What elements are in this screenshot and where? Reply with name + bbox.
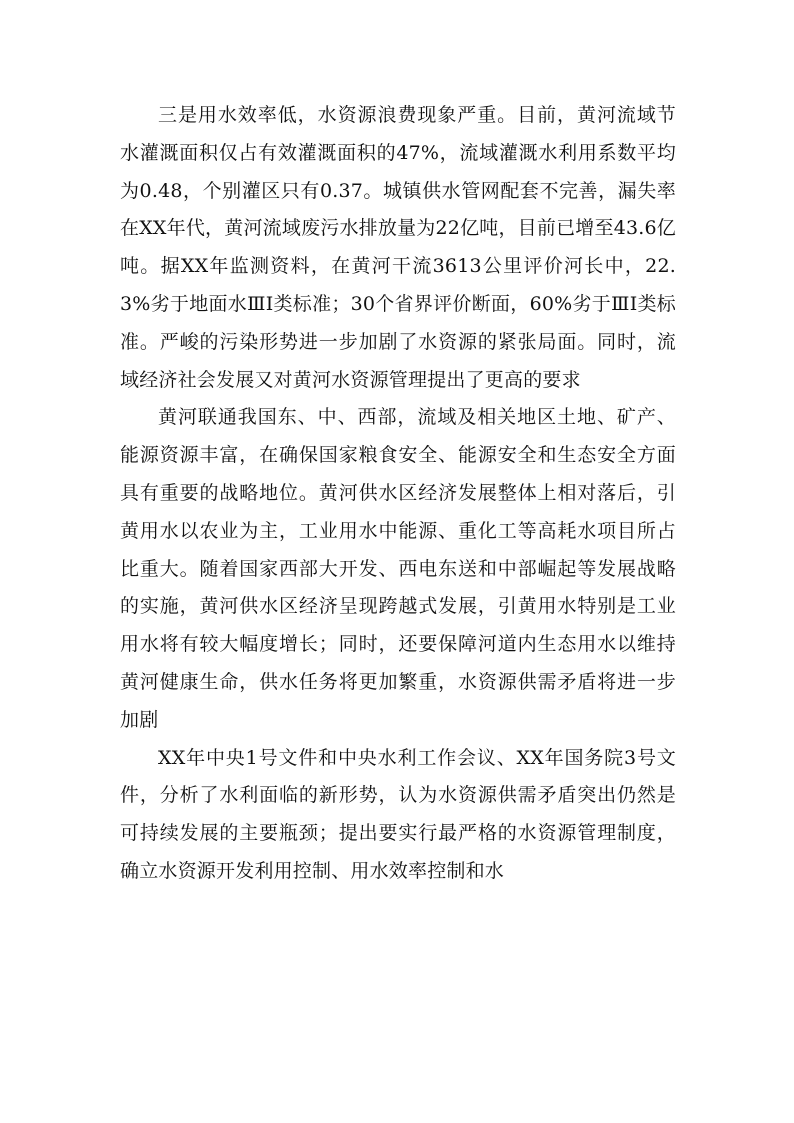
paragraph-water-efficiency: 三是用水效率低，水资源浪费现象严重。目前，黄河流域节水灌溉面积仅占有效灌溉面积的47%，流域灌溉水利用系数平均为0.48，个别灌区只有0.37。城镇供水管网配套不完善，漏失率在XX年代，黄河流域废污水排放量为22亿吨，目前已增至43.6亿吨。据XX年监测资料，在黄河干流3613公里评价河长中，22.3%劣于地面水ⅢI类标准；30个省界评价断面，60%劣于ⅢI类标准。严峻的污染形势进一步加剧了水资源的紧张局面。同时，流域经济社会发展又对黄河水资源管理提出了更高的要求	[120, 104, 676, 391]
document-body	[120, 97, 676, 891]
paragraph-policy-documents: XX年中央1号文件和中央水利工作会议、XX年国务院3号文件，分析了水利面临的新形势，认为水资源供需矛盾突出仍然是可持续发展的主要瓶颈；提出要实行最严格的水资源管理制度，确立水资源开发利用控制、用水效率控制和水	[120, 746, 676, 882]
paragraph-strategic-position: 黄河联通我国东、中、西部，流域及相关地区土地、矿产、能源资源丰富，在确保国家粮食安全、能源安全和生态安全方面具有重要的战略地位。黄河供水区经济发展整体上相对落后，引黄用水以农业为主，工业用水中能源、重化工等高耗水项目所占比重大。随着国家西部大开发、西电东送和中部崛起等发展战略的实施，黄河供水区经济呈现跨越式发展，引黄用水特别是工业用水将有较大幅度增长；同时，还要保障河道内生态用水以维持黄河健康生命，供水任务将更加繁重，水资源供需矛盾将进一步加剧	[120, 406, 676, 731]
